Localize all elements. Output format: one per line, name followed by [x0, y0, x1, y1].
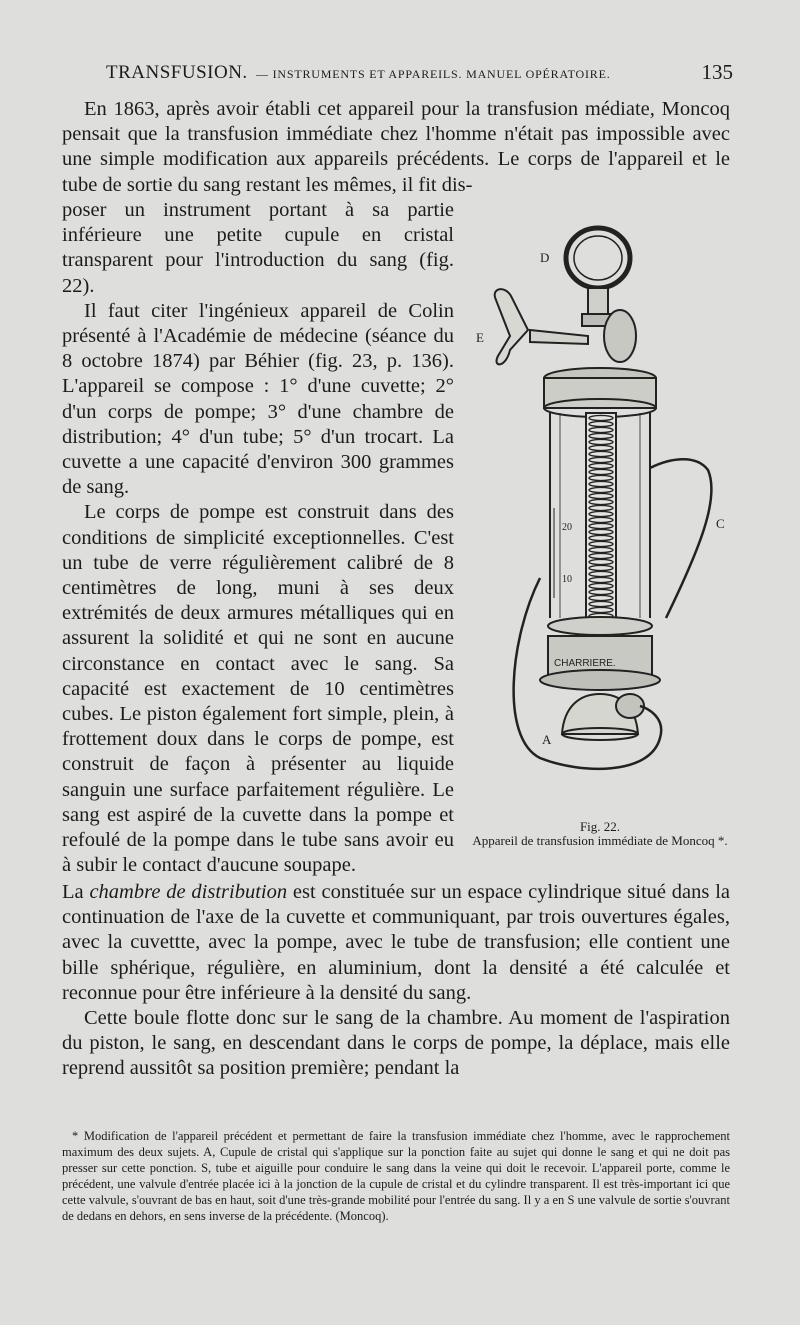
scale-label-20: 20: [562, 522, 572, 533]
label-a: A: [542, 732, 552, 747]
caption-number: Fig. 22.: [579, 819, 621, 834]
header-section-text: INSTRUMENTS ET APPAREILS. MANUEL OPÉRATOIRE.: [272, 67, 611, 81]
header-dash: —: [256, 67, 269, 81]
label-e: E: [476, 330, 484, 345]
header-title: TRANSFUSION.: [106, 62, 248, 83]
maker-mark: CHARRIERE.: [554, 658, 616, 669]
paragraph-5: Cette boule flotte donc sur le sang de la chambre. Au moment de l'aspiration du piston, le sang, en descendant dans le corps de pompe, la déplace, mais elle reprend aussitôt sa position première; pendant la: [62, 1007, 730, 1080]
page-number: 135: [701, 60, 733, 84]
figure-apparatus: [470, 218, 732, 778]
term-chambre-de-distribution: chambre de distribution: [89, 881, 288, 903]
paragraph-1: [62, 97, 730, 198]
transfusion-apparatus-illustration: [470, 218, 732, 778]
footnote: [62, 1128, 730, 1224]
running-header: [100, 58, 735, 88]
footnote-text: * Modification de l'appareil précédent et permettant de faire la transfusion immédiate chez l'homme, avec le rapprochement maximum des deux sujets. A, Cupule de cristal qui s'applique sur la ponction faite au sujet qui donne le sang et qui ne doit pas presser sur cette ponction. S, tube et aiguille pour conduire le sang dans la veine qui doit le recevoir. L'appareil porte, comme le précédent, une valvule d'entrée placée ici à la jonction de la cupule de cristal et du cylindre transparent. Il est très-important ici que cette valvule, s'ouvrant de bas en haut, soit d'une très-grande mobilité pour l'entrée du sang. Il y a en S une valvule de sortie s'ouvrant de dedans en dehors, en sens inverse de la précédente. (Moncoq).: [62, 1129, 730, 1223]
paragraph-4-rest: est constituée sur un espace cylindrique situé dans la continuation de l'axe de la cuvette et communiquant, par trois ouvertures égales, avec la cuvettte, avec la pompe, avec le tube de transfusion; elle contient une bille sphérique, régulière, en aluminium, dont la densité a été calculée et reconnue pour être inférieure à la densité du sang.: [62, 881, 731, 1004]
paragraph-3: Le corps de pompe est construit dans des conditions de simplicité exceptionnelles. C'est un tube de verre régulièrement calibré de 8 centimètres de long, muni à ses deux extrémités de deux armures métalliques qui en assurent la solidité et qui ne sont en aucune circonstance en contact avec le sang. Sa capacité est exactement de 10 centimètres cubes. Le piston également fort simple, plein, à frottement doux dans le corps de pompe, est construit de façon à présenter au liquide sanguin une surface parfaitement régulière. Le sang est aspiré de la cuvette dans la pompe et refoulé de la pompe dans le tube sans avoir eu à subir le contact d'aucune soupape.: [62, 501, 454, 877]
figure-caption: [460, 820, 740, 848]
label-d: D: [540, 250, 550, 265]
paragraph-1-continuation: poser un instrument portant à sa partie inférieure une petite cupule en cristal transparent pour l'introduction du sang (fig. 22).: [62, 199, 454, 297]
paragraph-4-start: La: [62, 881, 90, 903]
paragraph-2: Il faut citer l'ingénieux appareil de Colin présenté à l'Académie de médecine (séance du 8 octobre 1874) par Béhier (fig. 23, p. 136). L'appareil se compose : 1° d'une cuvette; 2° d'un corps de pompe; 3° d'une chambre de distribution; 4° d'un tube; 5° d'un trocart. La cuvette a une capacité d'environ 300 grammes de sang.: [62, 299, 454, 499]
lower-text: [62, 880, 730, 1082]
paragraph-4: [62, 880, 730, 1006]
scale-label-10: 10: [562, 574, 572, 585]
caption-text: Appareil de transfusion immédiate de Moncoq *.: [472, 833, 728, 848]
header-section: [256, 67, 611, 82]
label-c: C: [716, 516, 725, 531]
wrapped-text-column: [62, 198, 454, 878]
paragraph-1-text: En 1863, après avoir établi cet appareil pour la transfusion médiate, Moncoq pensait que la transfusion immédiate chez l'homme n'était pas impossible avec une simple modification aux appareils précédents. Le corps de l'appareil et le tube de sortie du sang restant les mêmes, il fit dis-: [62, 98, 730, 196]
